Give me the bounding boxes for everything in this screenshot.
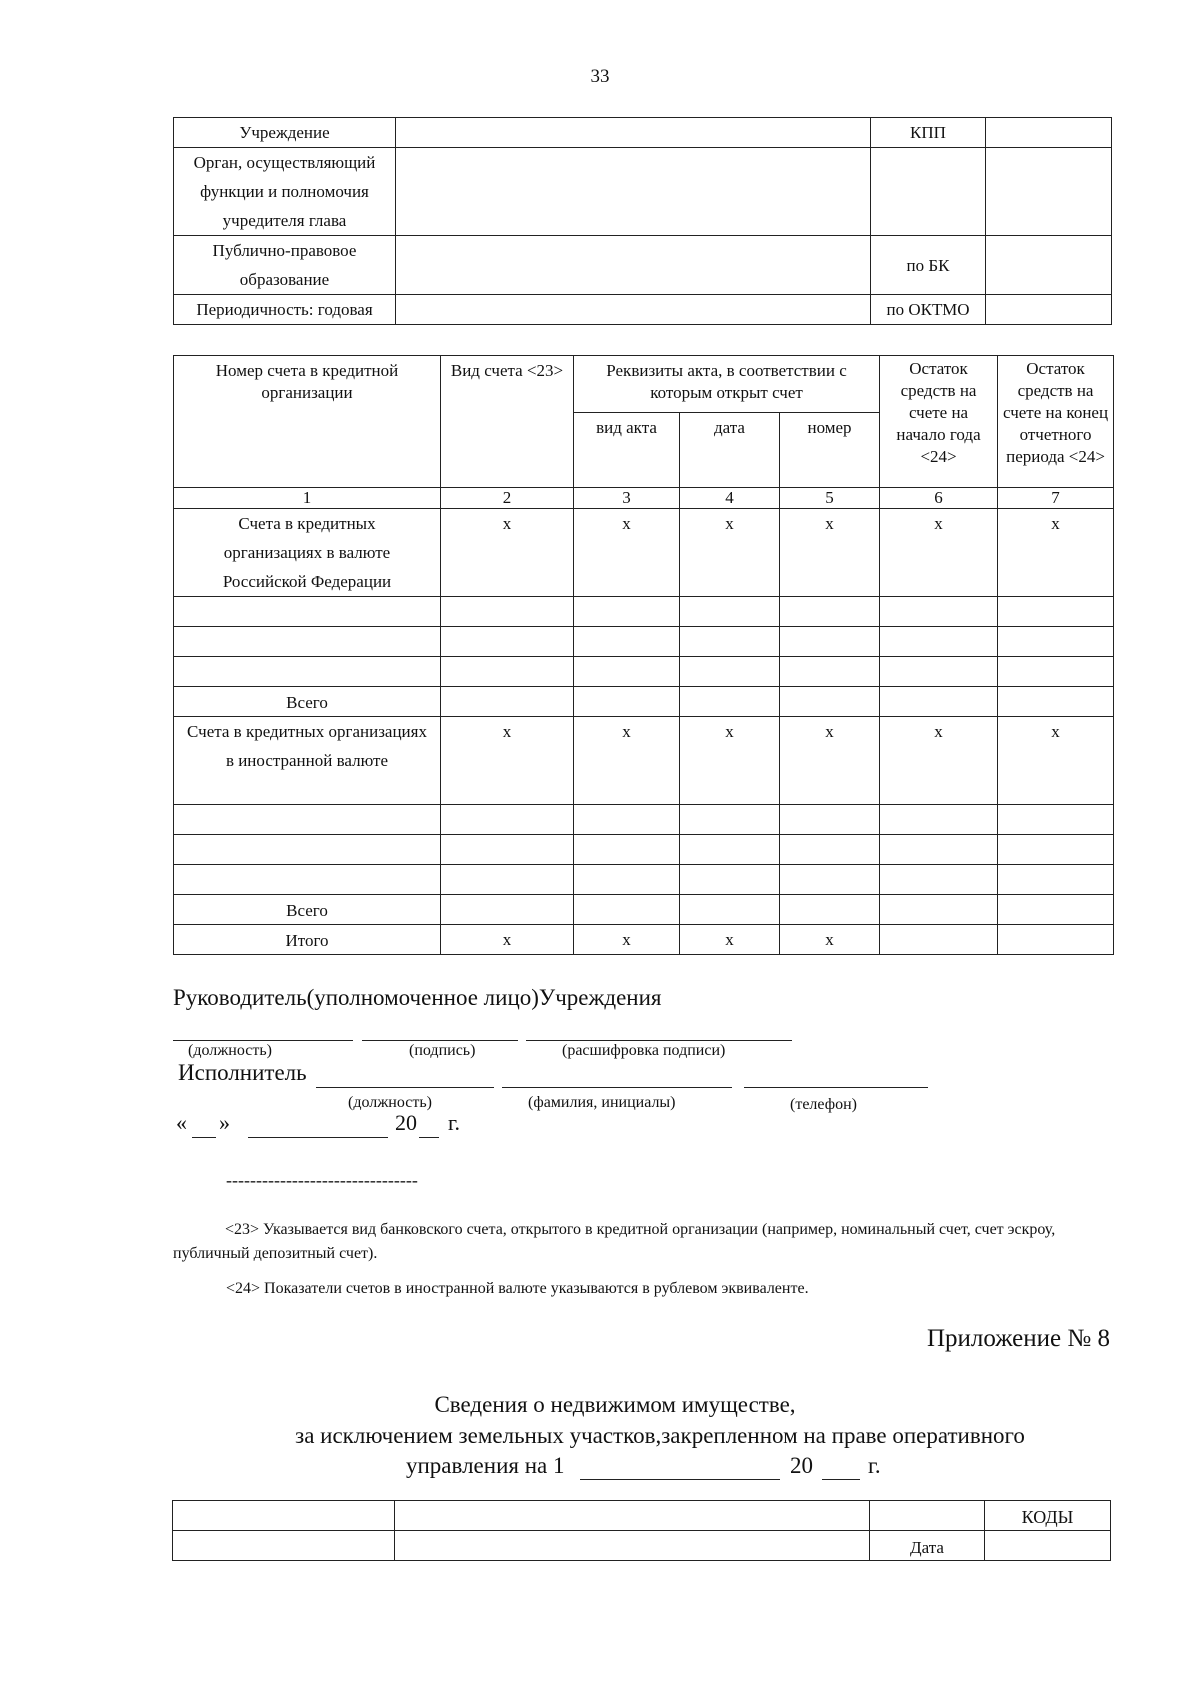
table-cell[interactable] — [880, 895, 998, 925]
table-cell[interactable] — [680, 805, 780, 835]
x-mark: х — [880, 717, 998, 805]
total-label: Всего — [174, 687, 441, 717]
x-mark: х — [680, 717, 780, 805]
section-label-foreign: Счета в кредитных организациях в иностранной валюте — [174, 717, 441, 805]
col-number: 1 — [174, 488, 441, 509]
date-close-quote: » — [219, 1110, 230, 1135]
table-row — [174, 835, 1114, 865]
table-cell[interactable] — [574, 597, 680, 627]
footnote-23 — [173, 1218, 1113, 1266]
annex-date-cell[interactable] — [985, 1531, 1111, 1561]
header-code-cell[interactable] — [986, 118, 1112, 148]
table-cell[interactable] — [441, 895, 574, 925]
table-cell[interactable] — [998, 597, 1114, 627]
table-cell[interactable] — [780, 865, 880, 895]
table-row-total — [174, 687, 1114, 717]
date-open-quote: « — [176, 1110, 187, 1135]
annex-title-line-1: Сведения о недвижимом имуществе, — [434, 1392, 796, 1417]
table-cell[interactable] — [441, 687, 574, 717]
table-cell[interactable] — [174, 805, 441, 835]
table-row — [174, 657, 1114, 687]
footnote-separator: -------------------------------- — [226, 1170, 418, 1190]
header-code-label-bk: по БК — [871, 236, 986, 295]
executor-position-line[interactable] — [316, 1087, 494, 1088]
col-number: 4 — [680, 488, 780, 509]
header-code-label-oktmo: по ОКТМО — [871, 295, 986, 325]
header-value-cell[interactable] — [396, 118, 871, 148]
caption-executor-name: (фамилия, инициалы) — [528, 1094, 676, 1111]
table-cell[interactable] — [174, 865, 441, 895]
annex-title-suffix: г. — [868, 1453, 881, 1478]
date-month-line[interactable] — [248, 1137, 388, 1138]
table-cell[interactable] — [880, 597, 998, 627]
table-cell[interactable] — [780, 687, 880, 717]
table-cell[interactable] — [680, 627, 780, 657]
table-cell[interactable] — [174, 627, 441, 657]
date-year-prefix: 20 — [395, 1110, 417, 1135]
footnote-23-text: <23> Указывается вид банковского счета, открытого в кредитной организации (например, номинальный счет, счет эскроу, публичный депозитный счет). — [173, 1221, 1056, 1262]
table-cell[interactable] — [998, 687, 1114, 717]
table-cell[interactable] — [680, 895, 780, 925]
x-mark: х — [998, 509, 1114, 597]
caption-executor-phone: (телефон) — [790, 1096, 857, 1113]
caption-decoding: (расшифровка подписи) — [562, 1042, 726, 1059]
col-number: 2 — [441, 488, 574, 509]
table-row-total — [174, 895, 1114, 925]
table-cell[interactable] — [174, 657, 441, 687]
annex-cell[interactable] — [395, 1531, 870, 1561]
x-mark: х — [441, 717, 574, 805]
x-mark: х — [574, 925, 680, 955]
table-cell[interactable] — [998, 895, 1114, 925]
col-number: 6 — [880, 488, 998, 509]
table-cell[interactable] — [574, 657, 680, 687]
header-label-founder: Орган, осуществляющий функции и полномочия учредителя глава — [174, 148, 396, 236]
x-mark: х — [780, 925, 880, 955]
table-cell[interactable] — [574, 687, 680, 717]
header-code-label-empty — [871, 148, 986, 236]
table-cell[interactable] — [441, 597, 574, 627]
date-day-line[interactable] — [192, 1137, 216, 1138]
annex-title-year: 20 — [790, 1453, 813, 1478]
table-cell[interactable] — [880, 835, 998, 865]
x-mark: х — [441, 509, 574, 597]
table-row — [174, 597, 1114, 627]
table-row — [174, 805, 1114, 835]
x-mark: х — [780, 509, 880, 597]
header-value-cell[interactable] — [396, 236, 871, 295]
header-code-cell[interactable] — [986, 295, 1112, 325]
accounts-table — [173, 355, 1114, 955]
table-cell[interactable] — [780, 805, 880, 835]
section-label-rub: Счета в кредитных организациях в валюте Российской Федерации — [174, 509, 441, 597]
annex-cell[interactable] — [173, 1501, 395, 1531]
col-header-act-details: Реквизиты акта, в соответствии с которым открыт счет — [574, 356, 880, 413]
header-code-cell[interactable] — [986, 236, 1112, 295]
table-cell[interactable] — [441, 805, 574, 835]
x-mark: х — [998, 717, 1114, 805]
signature-line[interactable] — [362, 1040, 518, 1041]
executor-phone-line[interactable] — [744, 1087, 928, 1088]
decoding-line[interactable] — [526, 1040, 792, 1041]
col-header-account-type: Вид счета <23> — [441, 356, 574, 488]
annex-cell[interactable] — [395, 1501, 870, 1531]
x-mark: х — [680, 509, 780, 597]
table-cell[interactable] — [780, 627, 880, 657]
table-cell[interactable] — [880, 865, 998, 895]
annex-date-line[interactable] — [580, 1479, 780, 1480]
col-header-account-number: Номер счета в кредитной организации — [174, 356, 441, 488]
x-mark: х — [441, 925, 574, 955]
col-number: 5 — [780, 488, 880, 509]
table-cell[interactable] — [880, 627, 998, 657]
annex-date-label: Дата — [870, 1531, 985, 1561]
table-cell[interactable] — [441, 627, 574, 657]
executor-name-line[interactable] — [502, 1087, 732, 1088]
header-table — [173, 117, 1112, 325]
header-label-periodicity: Периодичность: годовая — [174, 295, 396, 325]
annex-title-prefix: управления на 1 — [406, 1453, 565, 1478]
header-label-institution: Учреждение — [174, 118, 396, 148]
annex-codes-table — [172, 1500, 1111, 1561]
total-label: Всего — [174, 895, 441, 925]
table-cell[interactable] — [880, 925, 998, 955]
signature-title: Руководитель(уполномоченное лицо)Учреждения — [173, 985, 662, 1010]
table-cell[interactable] — [574, 895, 680, 925]
table-cell[interactable] — [574, 865, 680, 895]
col-header-act-type: вид акта — [574, 413, 680, 488]
table-cell[interactable] — [174, 597, 441, 627]
col-header-act-number: номер — [780, 413, 880, 488]
annex-label: Приложение № 8 — [926, 1325, 1110, 1352]
table-cell[interactable] — [880, 687, 998, 717]
x-mark: х — [574, 717, 680, 805]
annex-cell[interactable] — [870, 1501, 985, 1531]
date-year-line[interactable] — [419, 1137, 439, 1138]
table-cell[interactable] — [998, 627, 1114, 657]
table-cell[interactable] — [574, 835, 680, 865]
table-cell[interactable] — [680, 865, 780, 895]
caption-position: (должность) — [188, 1042, 272, 1059]
table-cell[interactable] — [174, 835, 441, 865]
x-mark: х — [880, 509, 998, 597]
date-row — [176, 1110, 496, 1140]
table-cell[interactable] — [574, 805, 680, 835]
annex-title-line-3 — [406, 1450, 906, 1482]
caption-executor-position: (должность) — [348, 1094, 432, 1111]
table-cell[interactable] — [780, 895, 880, 925]
table-row — [174, 627, 1114, 657]
table-cell[interactable] — [998, 865, 1114, 895]
annex-title-line-2: за исключением земельных участков,закрепленном на праве оперативного — [295, 1423, 1025, 1448]
footnote-24 — [226, 1277, 1116, 1301]
col-number: 3 — [574, 488, 680, 509]
x-mark: х — [680, 925, 780, 955]
grand-total-label: Итого — [174, 925, 441, 955]
annex-codes-label: КОДЫ — [985, 1501, 1111, 1531]
table-cell[interactable] — [780, 657, 880, 687]
table-cell[interactable] — [998, 925, 1114, 955]
table-cell[interactable] — [780, 597, 880, 627]
table-row-grand-total — [174, 925, 1114, 955]
annex-cell[interactable] — [173, 1531, 395, 1561]
footnote-24-text: <24> Показатели счетов в иностранной валюте указываются в рублевом эквиваленте. — [226, 1280, 809, 1297]
table-cell[interactable] — [998, 657, 1114, 687]
x-mark: х — [574, 509, 680, 597]
annex-year-line[interactable] — [822, 1479, 860, 1480]
col-header-balance-end: Остаток средств на счете на конец отчетного периода <24> — [998, 356, 1114, 488]
header-code-label-kpp: КПП — [871, 118, 986, 148]
table-row — [174, 865, 1114, 895]
col-number: 7 — [998, 488, 1114, 509]
table-cell[interactable] — [680, 835, 780, 865]
table-cell[interactable] — [780, 835, 880, 865]
header-value-cell[interactable] — [396, 148, 871, 236]
table-cell[interactable] — [680, 657, 780, 687]
table-cell[interactable] — [574, 627, 680, 657]
table-cell[interactable] — [680, 597, 780, 627]
date-suffix: г. — [448, 1110, 461, 1135]
table-cell[interactable] — [680, 687, 780, 717]
executor-label: Исполнитель — [178, 1060, 307, 1085]
col-header-act-date: дата — [680, 413, 780, 488]
page-number: 33 — [590, 66, 610, 87]
table-cell[interactable] — [441, 657, 574, 687]
x-mark: х — [780, 717, 880, 805]
table-cell[interactable] — [441, 835, 574, 865]
position-line[interactable] — [173, 1040, 353, 1041]
table-cell[interactable] — [998, 805, 1114, 835]
header-code-cell[interactable] — [986, 148, 1112, 236]
table-cell[interactable] — [880, 657, 998, 687]
table-cell[interactable] — [441, 865, 574, 895]
table-cell[interactable] — [880, 805, 998, 835]
caption-signature: (подпись) — [409, 1042, 476, 1059]
table-cell[interactable] — [998, 835, 1114, 865]
header-value-cell[interactable] — [396, 295, 871, 325]
header-label-public-entity: Публично-правовое образование — [174, 236, 396, 295]
col-header-balance-start: Остаток средств на счете на начало года <24> — [880, 356, 998, 488]
